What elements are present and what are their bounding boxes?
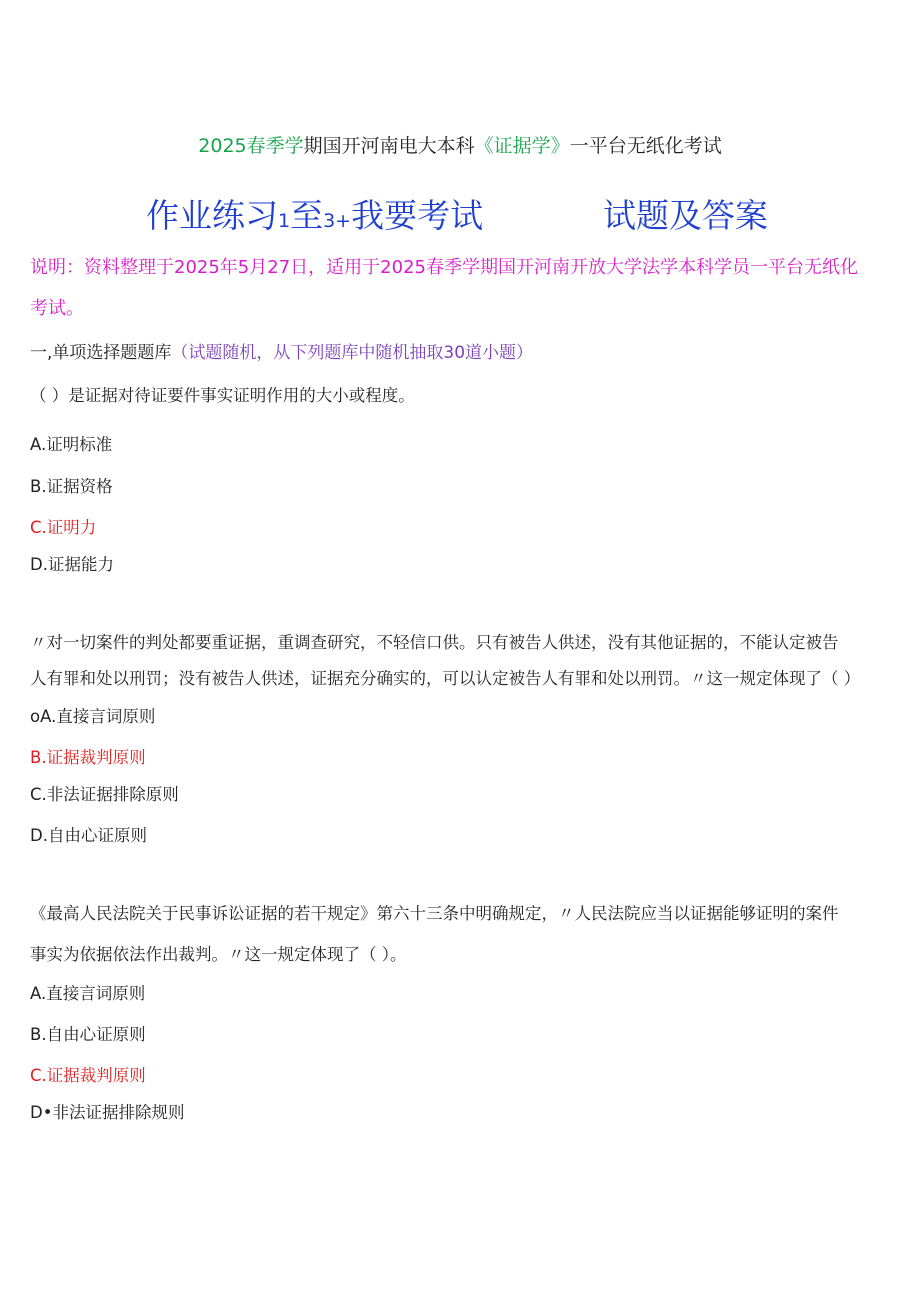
- main-title-left: [146, 190, 483, 237]
- question-3-option-d: D•非法证据排除规则: [30, 1103, 185, 1122]
- question-1-option-d: D.证据能力: [30, 555, 114, 574]
- question-2-option-c: C.非法证据排除原则: [30, 785, 179, 804]
- question-2-option-b-correct: B.证据裁判原则: [30, 748, 146, 767]
- document-title: [0, 131, 920, 158]
- section-hint: （试题随机，从下列题库中随机抽取30道小题）: [171, 343, 534, 363]
- main-title-mid: 至: [290, 196, 324, 235]
- question-1-option-b: B.证据资格: [30, 477, 113, 496]
- question-1-option-a: A.证明标准: [30, 435, 113, 454]
- question-3-stem-line-2: 事实为依据依法作出裁判。〃这一规定体现了（ ）。: [30, 945, 407, 964]
- question-1-option-c-correct: C.证明力: [30, 518, 97, 537]
- title-term: 2025春季学: [198, 135, 304, 157]
- title-course: 《证据学》: [474, 135, 570, 157]
- title-school: 期国开河南电大本科: [303, 135, 475, 157]
- question-2-stem-line-1: 〃对一切案件的判处都要重证据，重调查研究，不轻信口供。只有被告人供述，没有其他证据的，不能认定被告: [30, 633, 839, 652]
- question-3-stem-line-1: 《最高人民法院关于民事诉讼证据的若干规定》第六十三条中明确规定，〃人民法院应当以证据能够证明的案件: [30, 904, 839, 923]
- question-1-stem: （ ）是证据对待证要件事实证明作用的大小或程度。: [30, 386, 415, 405]
- main-title-part1: 作业练习: [146, 196, 278, 235]
- section-label: 一,单项选择题题库: [30, 343, 172, 363]
- main-title-right: 试题及答案: [603, 196, 768, 235]
- question-2-stem-line-2: 人有罪和处以刑罚；没有被告人供述，证据充分确实的，可以认定被告人有罪和处以刑罚。〃这一规定体现了（ ）: [30, 669, 861, 688]
- question-2-option-a: oA.直接言词原则: [30, 707, 156, 726]
- question-3-option-b: B.自由心证原则: [30, 1025, 146, 1044]
- question-3-option-c-correct: C.证据裁判原则: [30, 1066, 146, 1085]
- main-title-n1: 1: [278, 210, 291, 232]
- question-3-option-a: A.直接言词原则: [30, 984, 146, 1003]
- section-heading: [30, 338, 533, 363]
- note-line-2: 考试。: [30, 298, 84, 319]
- title-exam-type: 一平台无纸化考试: [569, 135, 722, 157]
- main-title-n2: 3+: [323, 210, 352, 232]
- question-2-option-d: D.自由心证原则: [30, 826, 147, 845]
- main-title-part2: 我要考试: [351, 196, 484, 235]
- note-line-1: 说明：资料整理于2025年5月27日，适用于2025春季学期国开河南开放大学法学本科学员一平台无纸化: [30, 257, 858, 278]
